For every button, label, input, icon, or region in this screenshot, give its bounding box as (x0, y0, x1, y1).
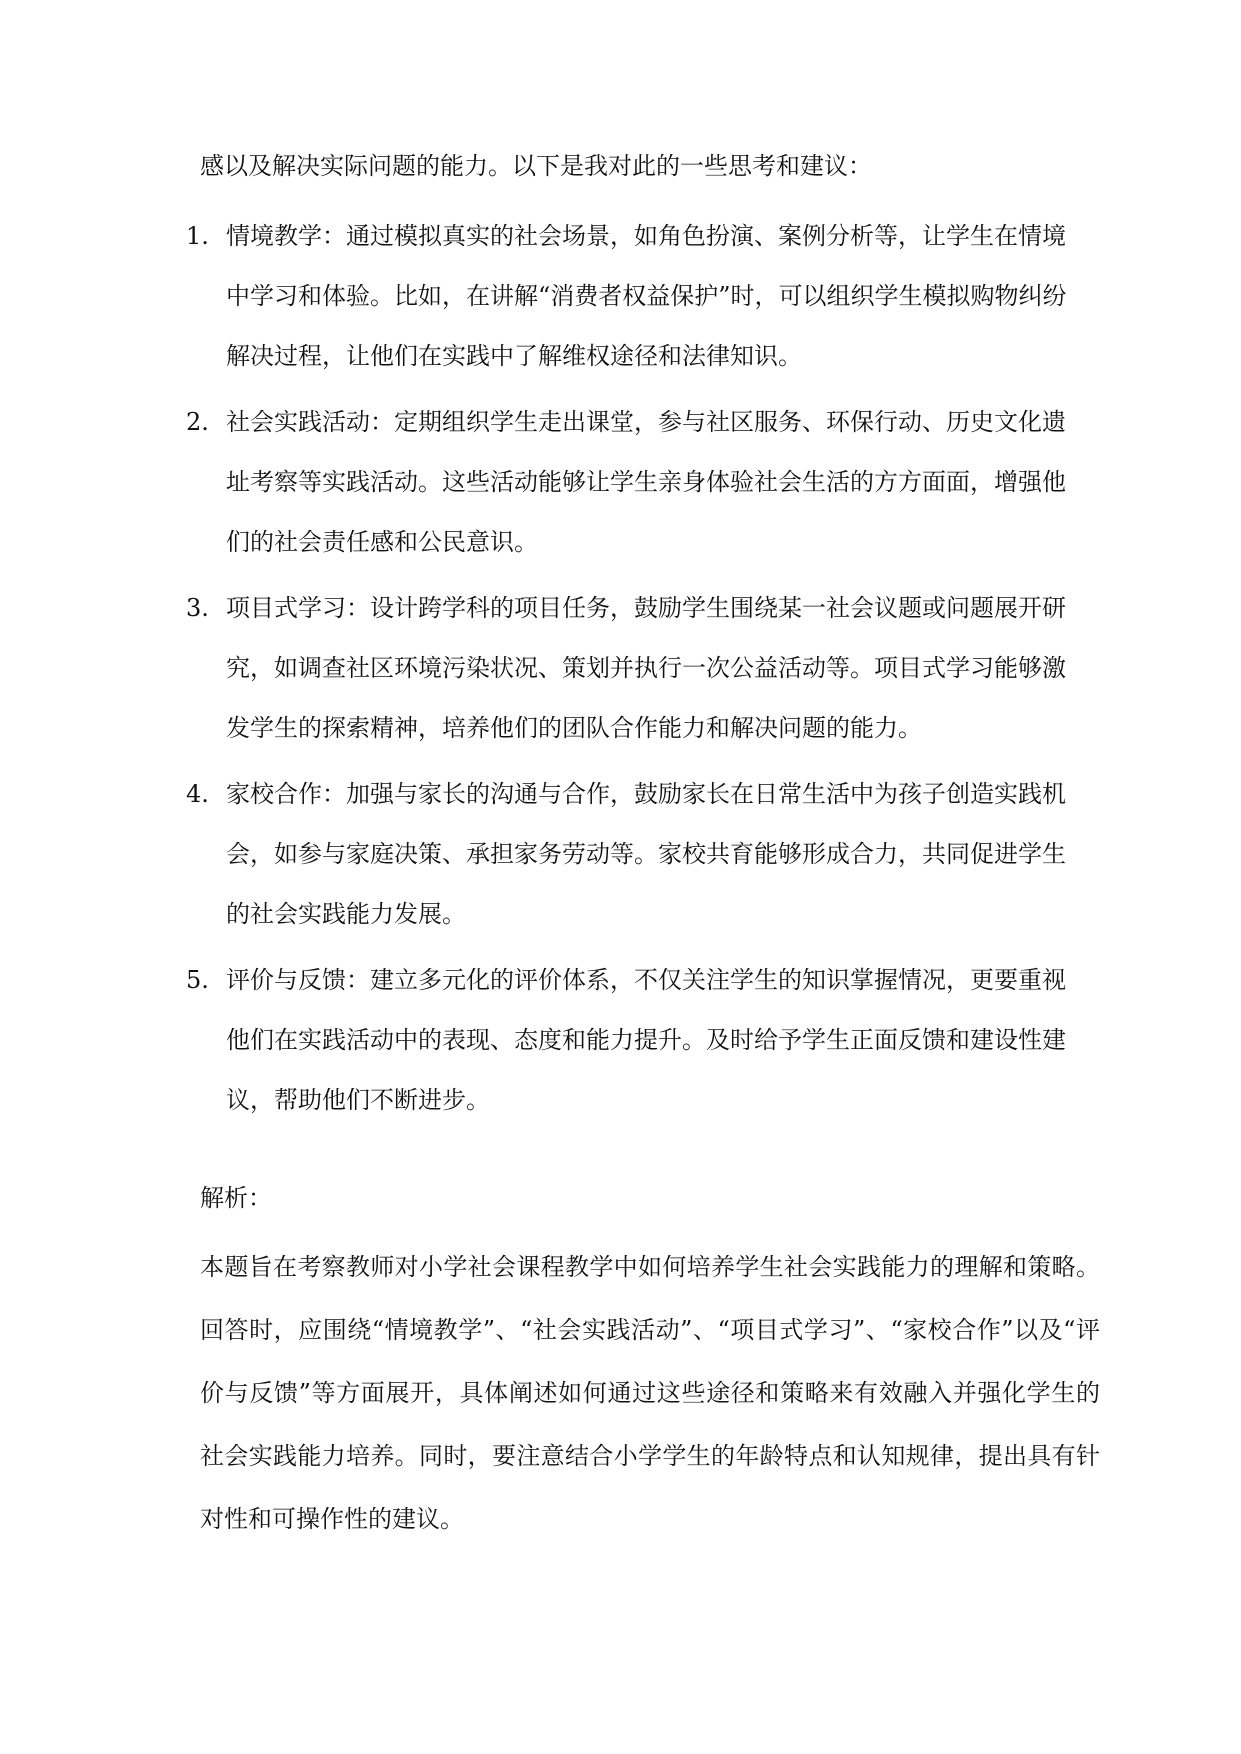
list-item-text: 情境教学：通过模拟真实的社会场景，如角色扮演、案例分析等，让学生在情境中学习和体验。比如，在讲解“消费者权益保护”时，可以组织学生模拟购物纠纷解决过程，让他们在实践中了解维权途径和法律知识。 (226, 222, 1067, 370)
analysis-label: 解析： (200, 1184, 272, 1212)
list-item-number: 3. (186, 594, 209, 622)
list-item-text: 评价与反馈：建立多元化的评价体系，不仅关注学生的知识掌握情况，更要重视他们在实践活动中的表现、态度和能力提升。及时给予学生正面反馈和建设性建议，帮助他们不断进步。 (226, 966, 1066, 1114)
analysis-section (200, 1178, 1100, 1551)
intro-paragraph: 感以及解决实际问题的能力。以下是我对此的一些思考和建议： (200, 152, 872, 180)
list-item (186, 764, 1086, 944)
list-item (186, 950, 1086, 1130)
list-item-number: 2. (186, 408, 209, 436)
list-item-text: 项目式学习：设计跨学科的项目任务，鼓励学生围绕某一社会议题或问题展开研究，如调查社区环境污染状况、策划并执行一次公益活动等。项目式学习能够激发学生的探索精神，培养他们的团队合作能力和解决问题的能力。 (226, 594, 1066, 742)
analysis-text: 本题旨在考察教师对小学社会课程教学中如何培养学生社会实践能力的理解和策略。回答时，应围绕“情境教学”、“社会实践活动”、“项目式学习”、“家校合作”以及“评价与反馈”等方面展开，具体阐述如何通过这些途径和策略来有效融入并强化学生的社会实践能力培养。同时，要注意结合小学学生的年龄特点和认知规律，提出具有针对性和可操作性的建议。 (200, 1253, 1100, 1533)
list-item (186, 206, 1086, 386)
list-item (186, 578, 1086, 758)
list-item-text: 社会实践活动：定期组织学生走出课堂，参与社区服务、环保行动、历史文化遗址考察等实践活动。这些活动能够让学生亲身体验社会生活的方方面面，增强他们的社会责任感和公民意识。 (226, 408, 1066, 556)
list-item-number: 4. (186, 780, 209, 808)
list-item-text: 家校合作：加强与家长的沟通与合作，鼓励家长在日常生活中为孩子创造实践机会，如参与家庭决策、承担家务劳动等。家校共育能够形成合力，共同促进学生的社会实践能力发展。 (226, 780, 1066, 928)
suggestion-list (186, 206, 1086, 1136)
list-item (186, 392, 1086, 572)
list-item-number: 1. (186, 222, 209, 250)
list-item-number: 5. (186, 966, 209, 994)
